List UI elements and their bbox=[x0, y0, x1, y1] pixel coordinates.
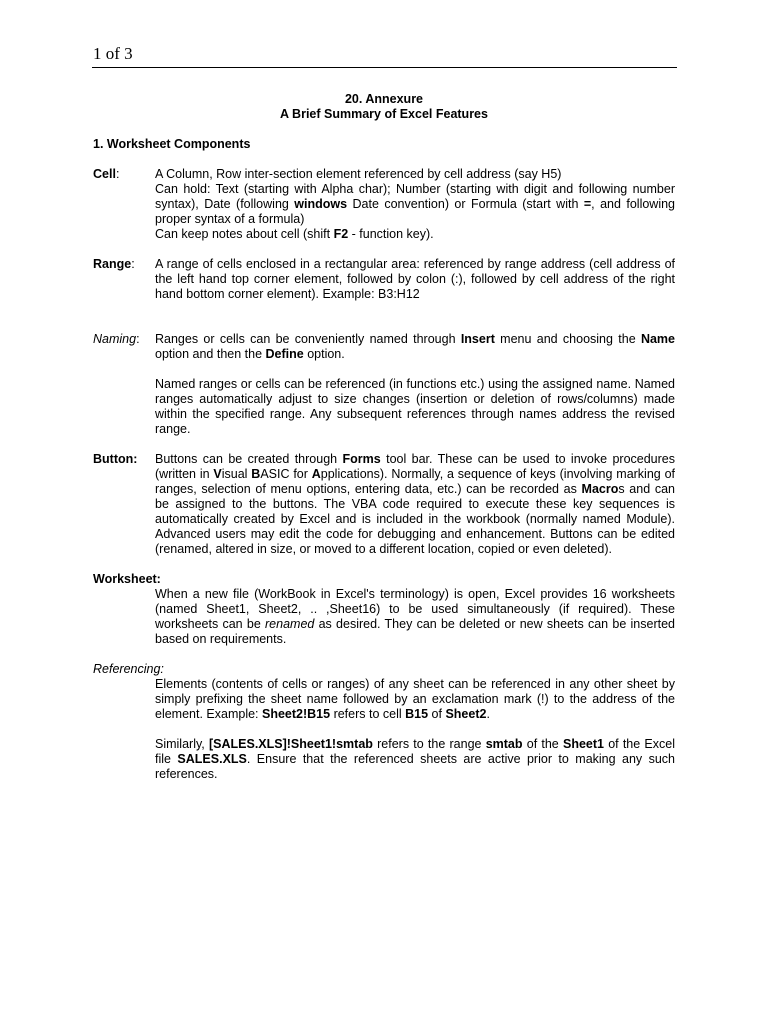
range-description: A range of cells enclosed in a rectangular area: referenced by range address (cell address of the left hand top corner element, followed by colon (:), followed by cell address of the right hand bottom corner element). Example: B3:H12 bbox=[155, 257, 675, 301]
cell-entry: Cell: A Column, Row inter-section element referenced by cell address (say H5) Can hold: Text (starting with Alpha char); Number (starting with digit and following number syntax), Date (following windows Date convention) or Formula (start with =, and following proper syntax of a formula) Can keep notes about cell (shift F2 - function key). bbox=[93, 167, 676, 241]
worksheet-entry bbox=[93, 572, 675, 647]
document-title: A Brief Summary of Excel Features bbox=[280, 107, 488, 121]
referencing-label: Referencing: bbox=[93, 662, 164, 676]
button-entry bbox=[93, 452, 675, 557]
button-description: Buttons can be created through Forms tool bar. These can be used to invoke procedures (written in Visual BASIC for Applications). Normally, a sequence of keys (involving marking of ranges, selection of menu options, entering data, etc.) can be recorded as Macros and can be assigned to the buttons. The VBA code required to execute these key sequences is automatically created by Excel and is included in the workbook (normally named Module). Advanced users may edit the code for debugging and enhancement. Buttons can be edited (renamed, altered in size, or moved to a different location, copied or even deleted). bbox=[155, 452, 675, 556]
worksheet-label: Worksheet: bbox=[93, 572, 161, 586]
document-body bbox=[93, 92, 675, 782]
cell-description: A Column, Row inter-section element referenced by cell address (say H5) Can hold: Text (starting with Alpha char); Number (starting with digit and following number syntax), Date (following windows Date convention) or Formula (start with =, and following proper syntax of a formula) Can keep notes about cell (shift F2 - function key). bbox=[155, 167, 676, 241]
naming-label: Naming bbox=[93, 332, 137, 346]
header-rule bbox=[92, 67, 677, 68]
naming-description: Ranges or cells can be conveniently named through Insert menu and choosing the Name option and then the Define option. Named ranges or cells can be referenced (in functions etc.) using the assigned name. Named ranges automatically adjust to size changes (insertion or deletion of rows/columns) made within the specified range. Any subsequent references through names address the revised range. bbox=[155, 332, 675, 436]
annexure-heading: 20. Annexure bbox=[344, 92, 424, 106]
worksheet-description: When a new file (WorkBook in Excel's terminology) is open, Excel provides 16 worksheets (named Sheet1, Sheet2, .. ,Sheet16) to be used simultaneously (if required). These worksheets can be renamed as desired. They can be deleted or new sheets can be inserted based on requirements. bbox=[155, 587, 675, 646]
section-heading: 1. Worksheet Components bbox=[93, 137, 251, 151]
cell-label: Cell bbox=[93, 167, 116, 181]
referencing-entry bbox=[93, 662, 675, 782]
page-number: 1 of 3 bbox=[93, 44, 133, 63]
range-label: Range bbox=[93, 257, 132, 271]
range-entry: Range: A range of cells enclosed in a rectangular area: referenced by range address (cell address of the left hand top corner element, followed by colon (:), followed by cell address of the right hand bottom corner element). Example: B3:H12 bbox=[93, 257, 675, 301]
naming-entry: Naming: Ranges or cells can be conveniently named through Insert menu and choosing the Name option and then the Define option. Named ranges or cells can be referenced (in functions etc.) using the assigned name. Named ranges automatically adjust to size changes (insertion or deletion of rows/columns) made within the specified range. Any subsequent references through names address the revised range. bbox=[93, 332, 675, 436]
referencing-description: Elements (contents of cells or ranges) of any sheet can be referenced in any other sheet by simply prefixing the sheet name followed by an exclamation mark (!) to the address of the element. Example: Sheet2!B15 refers to cell B15 of Sheet2. Similarly, [SALES.XLS]!Sheet1!smtab refers to the range smtab of the Sheet1 of the Excel file SALES.XLS. Ensure that the referenced sheets are active prior to making any such references. bbox=[155, 677, 676, 781]
button-label: Button: bbox=[93, 452, 138, 466]
